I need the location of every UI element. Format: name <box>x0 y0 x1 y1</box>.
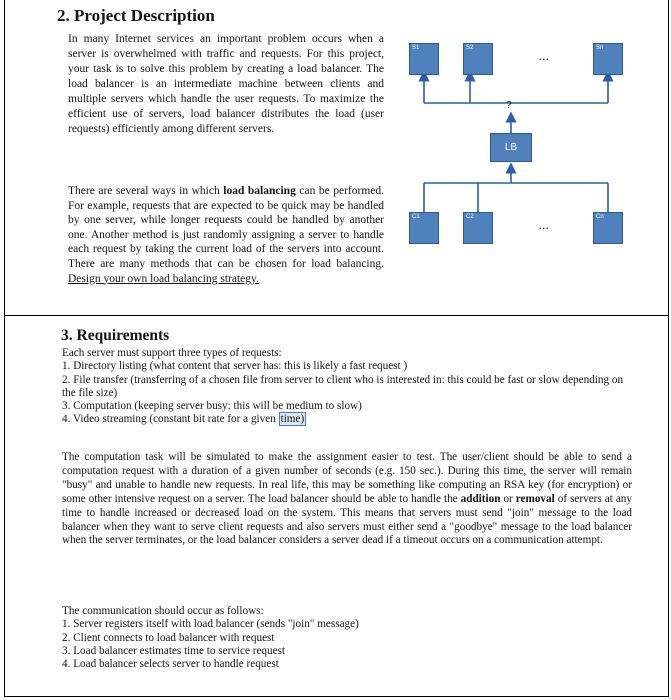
server-node-2: S2 <box>463 43 493 75</box>
design-strategy-underlined: Design your own load balancing strategy. <box>68 272 259 285</box>
project-description-paragraph-2: There are several ways in which load balancing can be performed. For example, requests that are expected to be quick may be handled by one server, while longer requests could be handled by another one. Another method is just randomly assigning a server to handle each request by taking the current load of the servers into account. There are many methods that can be chosen for load balancing. Design your own load balancing strategy. <box>68 185 384 285</box>
load-balancer-diagram <box>0 0 671 320</box>
requirement-3: 3. Computation (keeping server busy: this will be medium to slow) <box>62 400 362 413</box>
communication-steps <box>62 605 632 671</box>
client-ellipsis: ... <box>539 221 550 231</box>
load-balancer-node: LB <box>490 133 532 162</box>
requirement-4: 4. Video streaming (constant bit rate for a given time) <box>62 413 305 426</box>
requirement-1: 1. Directory listing (what content that server has: this is likely a fast request ) <box>62 360 408 373</box>
communication-intro: The communication should occur as follows: <box>62 605 264 617</box>
section-2-heading: 2. Project Description <box>57 6 215 25</box>
requirements-list <box>62 347 634 427</box>
client-node-1: C1 <box>409 212 439 244</box>
client-node-2: C2 <box>463 212 493 244</box>
project-description-paragraph-1: In many Internet services an important problem occurs when a server is overwhelmed with traffic and requests. For this project, your task is to solve this problem by creating a load balancer. The load balancer is an intermediate machine between clients and multiple servers which handle the user requests. To maximize the efficient use of servers, load balancer distributes the load (user requests) efficiently among different servers. <box>68 33 384 135</box>
step-2: 2. Client connects to load balancer with request <box>62 631 275 644</box>
step-1: 1. Server registers itself with load balancer (sends "join" message) <box>62 618 359 631</box>
requirements-intro: Each server must support three types of requests: <box>62 347 282 359</box>
step-3: 3. Load balancer estimates time to service request <box>62 644 286 657</box>
section-3-heading: 3. Requirements <box>61 327 170 344</box>
step-4: 4. Load balancer selects server to handle request <box>62 658 279 671</box>
question-mark: ? <box>506 100 512 111</box>
bold-removal: removal <box>515 492 555 505</box>
highlighted-text: time) <box>280 413 305 426</box>
requirement-2: 2. File transfer (transferring of a chosen file from server to client who is interested in: this could be fast or slow depending on the file size) <box>62 373 624 399</box>
computation-paragraph: The computation task will be simulated to make the assignment easier to test. The user/client should be able to send a computation request with a duration of a given number of seconds (e.g. 150 sec.). During this time, the server will remain "busy" and unable to handle new requests. In real life, this may be something like computing an RSA key (for encryption) or some other intensive request on a server. The load balancer should be able to handle the addition or removal of servers at any time to handle increased or decreased load on the system. This means that servers must send "join" message to the load balancer when they want to serve client requests and also servers must either send a "goodbye" message to the load balancer when the server terminates, or the load balancer considers a server dead if a timeout occurs on a communication attempt. <box>62 451 632 547</box>
server-node-1: S1 <box>409 43 439 75</box>
bold-load-balancing: load balancing <box>223 185 296 197</box>
client-node-n: Cn <box>593 212 623 244</box>
bold-addition: addition <box>460 492 501 505</box>
server-ellipsis: ... <box>539 52 550 62</box>
server-node-n: Sn <box>593 43 623 75</box>
